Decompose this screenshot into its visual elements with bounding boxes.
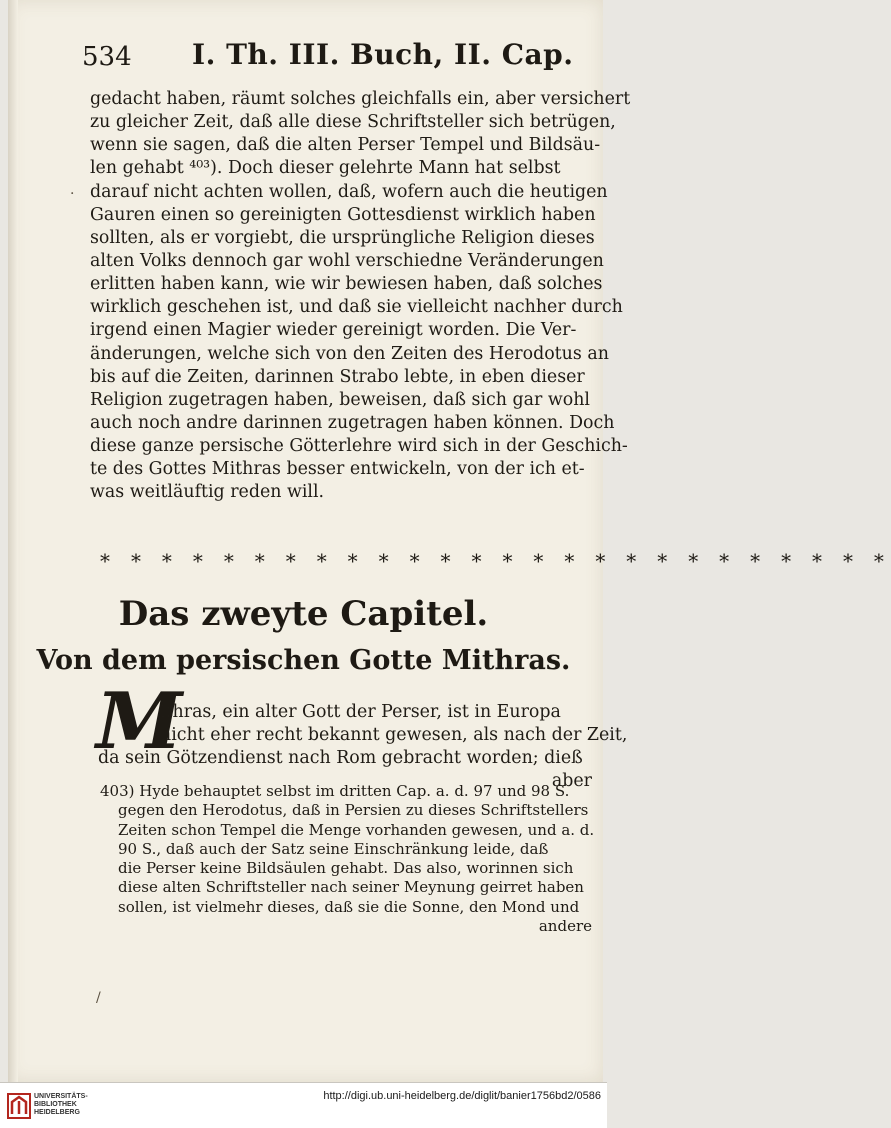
footnote-line: diese alten Schriftsteller nach seiner Meynung geirret haben <box>118 878 584 897</box>
chapter-title: Das zweyte Capitel. <box>118 594 489 634</box>
text-line: irgend einen Magier wieder gereinigt worden. Die Ver- <box>90 320 577 341</box>
text-line: auch noch andre darinnen zugetragen haben können. Doch <box>90 412 615 433</box>
text-line: gedacht haben, räumt solches gleichfalls ein, aber versichert <box>90 89 631 109</box>
body-text <box>90 88 631 505</box>
text-line: da sein Götzendienst nach Rom gebracht worden; dieß <box>98 748 583 769</box>
text-line: wenn sie sagen, daß die alten Perser Tempel und Bildsäu- <box>90 135 601 156</box>
printing-speck: / <box>96 990 101 1006</box>
page-number: 534 <box>82 42 132 72</box>
text-line: alten Volks dennoch gar wohl verschiedne Veränderungen <box>90 250 604 271</box>
citation-url-link[interactable]: http://digi.ub.uni-heidelberg.de/diglit/banier1756bd2/0586 <box>323 1090 601 1102</box>
section-ornament: * * * * * * * * * * * * * * * * * * * * * * * * * * <box>100 549 891 573</box>
page-header <box>82 38 582 78</box>
text-line: änderungen, welche sich von den Zeiten des Herodotus an <box>90 343 609 364</box>
chapter-subtitle: Von dem persischen Gotte Mithras. <box>36 645 571 676</box>
footnote-line: Zeiten schon Tempel die Menge vorhanden gewesen, und a. d. <box>118 820 595 839</box>
text-line: len gehabt ⁴⁰³). Doch dieser gelehrte Mann hat selbst <box>90 158 561 179</box>
text-line: Religion zugetragen haben, beweisen, daß sich gar wohl <box>90 389 590 410</box>
text-line: zu gleicher Zeit, daß alle diese Schriftsteller sich betrügen, <box>90 112 616 133</box>
printing-speck: · <box>70 186 75 202</box>
footnotes <box>100 782 595 936</box>
text-line: erlitten haben kann, wie wir bewiesen haben, daß solches <box>90 274 603 295</box>
text-line: darauf nicht achten wollen, daß, wofern auch die heutigen <box>90 181 608 202</box>
text-line: ithras, ein alter Gott der Perser, ist in Europa <box>160 702 561 722</box>
library-name: UNIVERSITÄTS- BIBLIOTHEK HEIDELBERG <box>34 1093 88 1116</box>
chapter-text <box>98 700 628 793</box>
catchword: aber <box>551 771 592 792</box>
footnote-line: 403) Hyde behauptet selbst im dritten Cap. a. d. 97 und 98 S. <box>100 782 570 800</box>
viewer-footer <box>0 1082 607 1128</box>
university-library-logo-icon <box>6 1092 32 1120</box>
page-edge-shadow <box>8 0 18 1082</box>
text-line: diese ganze persische Götterlehre wird sich in der Geschich- <box>90 436 628 457</box>
footnote-catchword: andere <box>538 917 592 936</box>
text-line: sollten, als er vorgiebt, die ursprüngliche Religion dieses <box>90 227 595 248</box>
footnote-line: 90 S., daß auch der Satz seine Einschränkung leide, daß <box>118 839 549 858</box>
text-line: bis auf die Zeiten, darinnen Strabo lebte, in eben dieser <box>90 366 585 387</box>
dropcap-initial: M <box>96 676 183 767</box>
text-line: was weitläuftig reden will. <box>90 482 325 503</box>
footnote-line: sollen, ist vielmehr dieses, daß sie die Sonne, den Mond und <box>118 897 580 916</box>
footnote-line: die Perser keine Bildsäulen gehabt. Das also, worinnen sich <box>118 859 574 878</box>
running-head: I. Th. III. Buch, II. Cap. <box>192 38 574 71</box>
footnote-line: gegen den Herodotus, daß in Persien zu dieses Schriftstellers <box>118 801 589 820</box>
text-line: Gauren einen so gereinigten Gottesdienst wirklich haben <box>90 204 596 225</box>
text-line: te des Gottes Mithras besser entwickeln, von der ich et- <box>90 459 585 480</box>
text-line: wirklich geschehen ist, und daß sie vielleicht nachher durch <box>90 297 623 318</box>
text-line: nicht eher recht bekannt gewesen, als nach der Zeit, <box>160 725 628 746</box>
